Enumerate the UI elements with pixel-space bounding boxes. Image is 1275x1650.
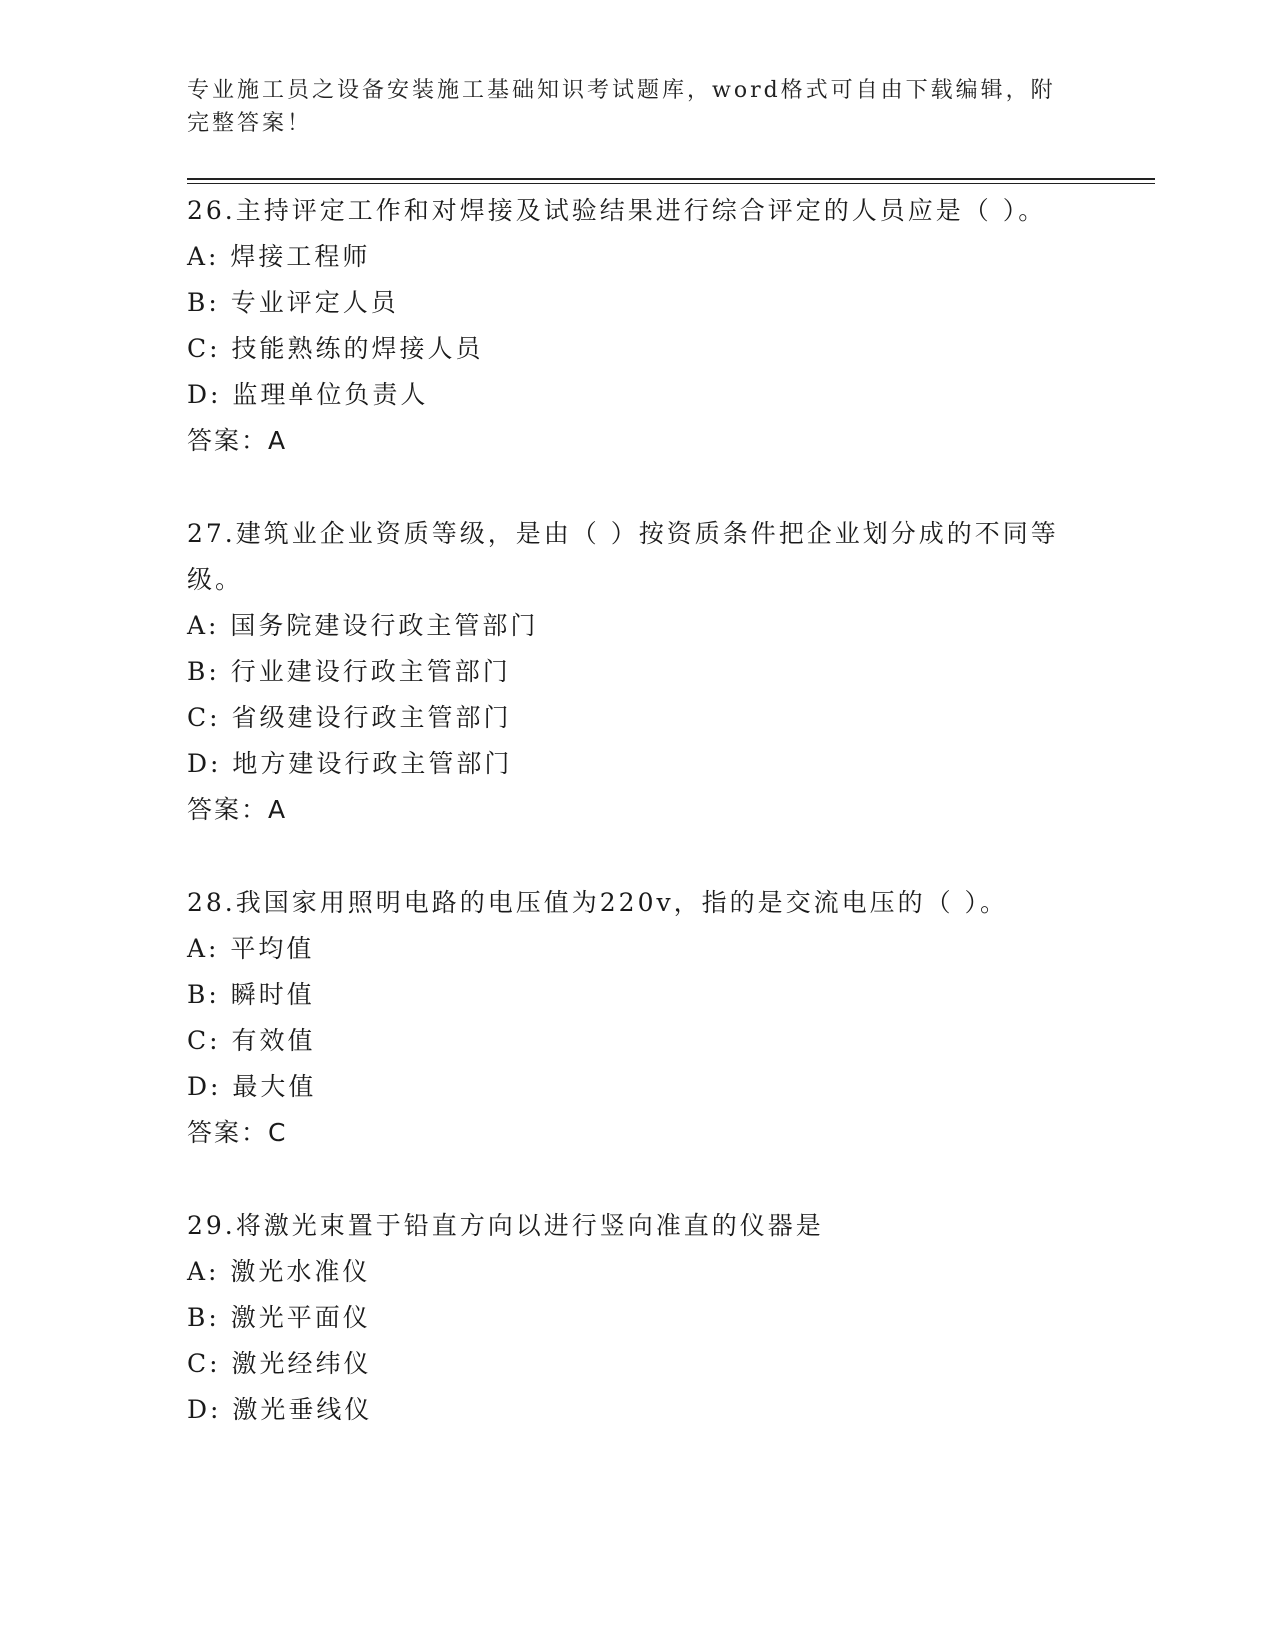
option-a: A: 国务院建设行政主管部门 (187, 611, 539, 640)
option-a: A: 平均值 (187, 934, 315, 963)
option-b: B: 专业评定人员 (187, 288, 399, 317)
answer-line: 答案：A (187, 795, 288, 824)
question-29 (187, 1203, 1067, 1433)
option-b: B: 瞬时值 (187, 980, 315, 1009)
option-b: B: 行业建设行政主管部门 (187, 657, 511, 686)
option-c: C: 有效值 (187, 1026, 316, 1055)
option-a: A: 焊接工程师 (187, 242, 371, 271)
question-stem: 28.我国家用照明电路的电压值为220v，指的是交流电压的（ ）。 (187, 888, 1009, 917)
option-c: C: 技能熟练的焊接人员 (187, 334, 484, 363)
question-list (187, 188, 1067, 1480)
header-divider-thin (187, 183, 1155, 184)
option-c: C: 省级建设行政主管部门 (187, 703, 512, 732)
option-c: C: 激光经纬仪 (187, 1349, 372, 1378)
question-26 (187, 188, 1067, 464)
answer-line: 答案：C (187, 1118, 288, 1147)
option-d: D: 最大值 (187, 1072, 317, 1101)
question-stem: 29.将激光束置于铅直方向以进行竖向准直的仪器是 (187, 1211, 824, 1240)
document-header: 专业施工员之设备安装施工基础知识考试题库，word格式可自由下载编辑，附完整答案！ (187, 78, 1056, 136)
header-divider-thick (187, 178, 1155, 180)
question-stem: 27.建筑业企业资质等级，是由（ ）按资质条件把企业划分成的不同等级。 (187, 519, 1059, 594)
answer-line: 答案：A (187, 426, 288, 455)
question-stem: 26.主持评定工作和对焊接及试验结果进行综合评定的人员应是（ ）。 (187, 196, 1047, 225)
question-27 (187, 511, 1067, 833)
option-d: D: 监理单位负责人 (187, 380, 429, 409)
option-a: A: 激光水准仪 (187, 1257, 371, 1286)
option-d: D: 地方建设行政主管部门 (187, 749, 513, 778)
option-b: B: 激光平面仪 (187, 1303, 371, 1332)
option-d: D: 激光垂线仪 (187, 1395, 373, 1424)
question-28 (187, 880, 1067, 1156)
